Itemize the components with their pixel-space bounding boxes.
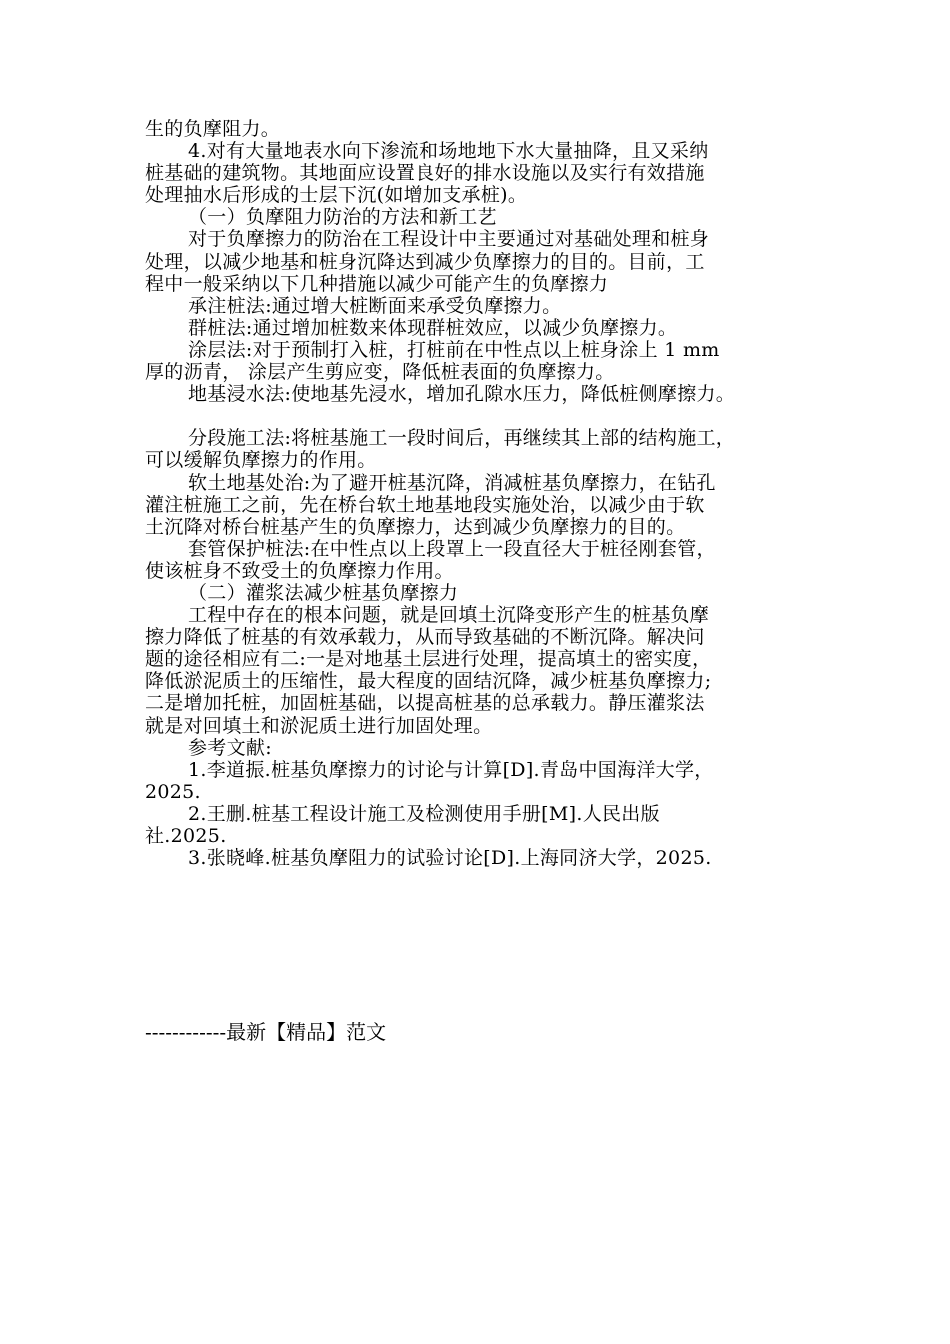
- references-heading: 参考文献:: [188, 736, 272, 759]
- section-heading: （一）负摩阻力防治的方法和新工艺: [188, 206, 497, 229]
- text-line: 擦力降低了桩基的有效承载力，从而导致基础的不断沉降。解决问: [145, 626, 705, 649]
- text-line: 生的负摩阻力。: [145, 118, 281, 140]
- text-line: 工程中存在的根本问题，就是回填土沉降变形产生的桩基负摩: [188, 604, 710, 627]
- text-line: 处理，以减少地基和桩身沉降达到减少负摩擦力的目的。目前，工: [145, 250, 705, 273]
- text-line: 对于负摩擦力的防治在工程设计中主要通过对基础处理和桩身: [188, 228, 710, 251]
- text-line: 可以缓解负摩擦力的作用。: [145, 449, 377, 472]
- reference-item: 3.张晓峰.桩基负摩阻力的试验讨论[D].上海同济大学，2025.: [188, 847, 712, 870]
- section-heading: （二）灌浆法减少桩基负摩擦力: [188, 581, 459, 604]
- body-text: [145, 118, 825, 869]
- text-line: 使该桩身不致受土的负摩擦力作用。: [145, 559, 454, 582]
- blank-line: [145, 405, 825, 427]
- text-line: 承注桩法:通过增大桩断面来承受负摩擦力。: [188, 294, 562, 317]
- reference-item: 2.王删.桩基工程设计施工及检测使用手册[M].人民出版: [188, 802, 660, 825]
- text-line: 厚的沥青， 涂层产生剪应变，降低桩表面的负摩擦力。: [145, 361, 615, 384]
- reference-item-cont: 2025.: [145, 780, 201, 803]
- text-line: 灌注桩施工之前，先在桥台软土地基地段实施处治，以减少由于软: [145, 493, 705, 516]
- text-line: 二是增加托桩，加固桩基础，以提高桩基的总承载力。静压灌浆法: [145, 692, 705, 715]
- text-line: 降低淤泥质土的压缩性，最大程度的固结沉降，减少桩基负摩擦力;: [145, 670, 712, 693]
- text-line: 题的途径相应有二:一是对地基土层进行处理，提高填土的密实度，: [145, 648, 712, 671]
- text-line: 处理抽水后形成的士层下沉(如增加支承桩)。: [145, 184, 528, 207]
- text-line: 土沉降对桥台桩基产生的负摩擦力，达到减少负摩擦力的目的。: [145, 515, 686, 538]
- footer-text: ------------最新【精品】范文: [145, 1020, 387, 1044]
- text-line: 涂层法:对于预制打入桩，打桩前在中性点以上桩身涂上 1 mm: [188, 338, 720, 361]
- text-line: 4.对有大量地表水向下渗流和场地地下水大量抽降，且又采纳: [188, 140, 709, 163]
- reference-item-cont: 社.2025.: [145, 825, 227, 847]
- text-line: 就是对回填土和淤泥质土进行加固处理。: [145, 714, 493, 737]
- reference-item: 1.李道振.桩基负摩擦力的讨论与计算[D].青岛中国海洋大学，: [188, 758, 714, 781]
- text-line: 群桩法:通过增加桩数来体现群桩效应，以减少负摩擦力。: [188, 316, 678, 339]
- text-line: 地基浸水法:使地基先浸水，增加孔隙水压力，降低桩侧摩擦力。: [188, 383, 736, 406]
- text-line: 程中一般采纳以下几种措施以减少可能产生的负摩擦力: [145, 272, 609, 295]
- text-line: 软土地基处治:为了避开桩基沉降，消减桩基负摩擦力，在钻孔: [188, 471, 716, 494]
- text-line: 分段施工法:将桩基施工一段时间后，再继续其上部的结构施工，: [188, 427, 736, 450]
- text-line: 桩基础的建筑物。其地面应设置良好的排水设施以及实行有效措施: [145, 162, 705, 185]
- text-line: 套管保护桩法:在中性点以上段罩上一段直径大于桩径刚套管，: [188, 537, 716, 560]
